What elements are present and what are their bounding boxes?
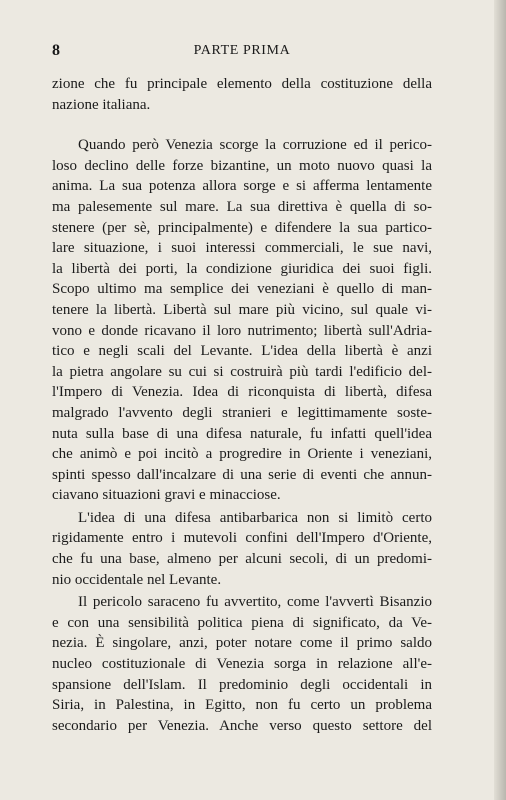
text-line: Siria, in Palestina, in Egitto, non fu certo un problema: [52, 697, 432, 714]
text-line: che fu una base, almeno per alcuni secoli, di un predomi-: [52, 551, 432, 568]
text-line: ciavano situazioni gravi e minacciose.: [52, 487, 281, 504]
text-line: l'Impero di Venezia. Idea di riconquista di libertà, difesa: [52, 384, 432, 401]
text-line: Il pericolo saraceno fu avvertito, come l'avvertì Bisanzio: [78, 594, 432, 611]
text-line: lare situazione, i suoi interessi commerciali, le sue navi,: [52, 240, 432, 257]
text-line: stenere (per sè, principalmente) e difendere la sua partico-: [52, 219, 432, 236]
text-line: malgrado l'avvento degli stranieri e legittimamente soste-: [52, 404, 432, 421]
text-line: ma palesemente sul mare. La sua direttiva è quella di so-: [52, 198, 432, 215]
text-line: Scopo ultimo ma semplice dei veneziani è quello di man-: [52, 281, 432, 298]
text-line: L'idea di una difesa antibarbarica non si limitò certo: [78, 509, 432, 526]
text-line: loso declino delle forze bizantine, un moto nuovo quasi la: [52, 157, 432, 174]
text-line: spansione dell'Islam. Il predominio degli occidentali in: [52, 676, 432, 693]
page-header: [52, 42, 432, 62]
page-number: 8: [52, 42, 60, 59]
text-line: tico e negli scali del Levante. L'idea della libertà è anzi: [52, 343, 432, 360]
text-line: e con una sensibilità politica piena di significato, da Ve-: [52, 614, 432, 631]
text-line: la libertà dei porti, la condizione giuridica dei suoi figli.: [52, 260, 432, 277]
text-line: zione che fu principale elemento della costituzione della: [52, 76, 432, 92]
body-text: [52, 74, 432, 736]
text-line: Quando però Venezia scorge la corruzione ed il perico-: [78, 137, 432, 154]
text-line: secondario per Venezia. Anche verso questo settore del: [52, 717, 432, 734]
text-line: vono e donde ricavano il loro nutrimento; libertà sull'Adria-: [52, 322, 432, 339]
text-line: anima. La sua potenza allora sorge e si afferma lentamente: [52, 178, 432, 195]
text-line: nezia. È singolare, anzi, poter notare come il primo saldo: [52, 635, 432, 652]
page-edge: [494, 0, 506, 800]
text-line: la pietra angolare su cui si costruirà più tardi l'edificio del-: [52, 363, 432, 380]
text-line: nazione italiana.: [52, 96, 151, 113]
text-line: nucleo costituzionale di Venezia sorga in relazione all'e-: [52, 656, 432, 673]
running-head: PARTE PRIMA: [193, 43, 291, 58]
text-line: nio occidentale nel Levante.: [52, 571, 222, 588]
text-line: che animò e poi incitò a progredire in Oriente i veneziani,: [52, 446, 432, 463]
text-line: spinti spesso dall'incalzare di una serie di eventi che annun-: [52, 466, 432, 483]
text-line: nuta sulla base di una difesa naturale, fu infatti quell'idea: [52, 425, 432, 442]
text-line: rigidamente entro i mutevoli confini dell'Impero d'Oriente,: [52, 530, 432, 547]
text-line: tenere la libertà. Libertà sul mare più vicino, sul quale vi-: [52, 301, 432, 318]
